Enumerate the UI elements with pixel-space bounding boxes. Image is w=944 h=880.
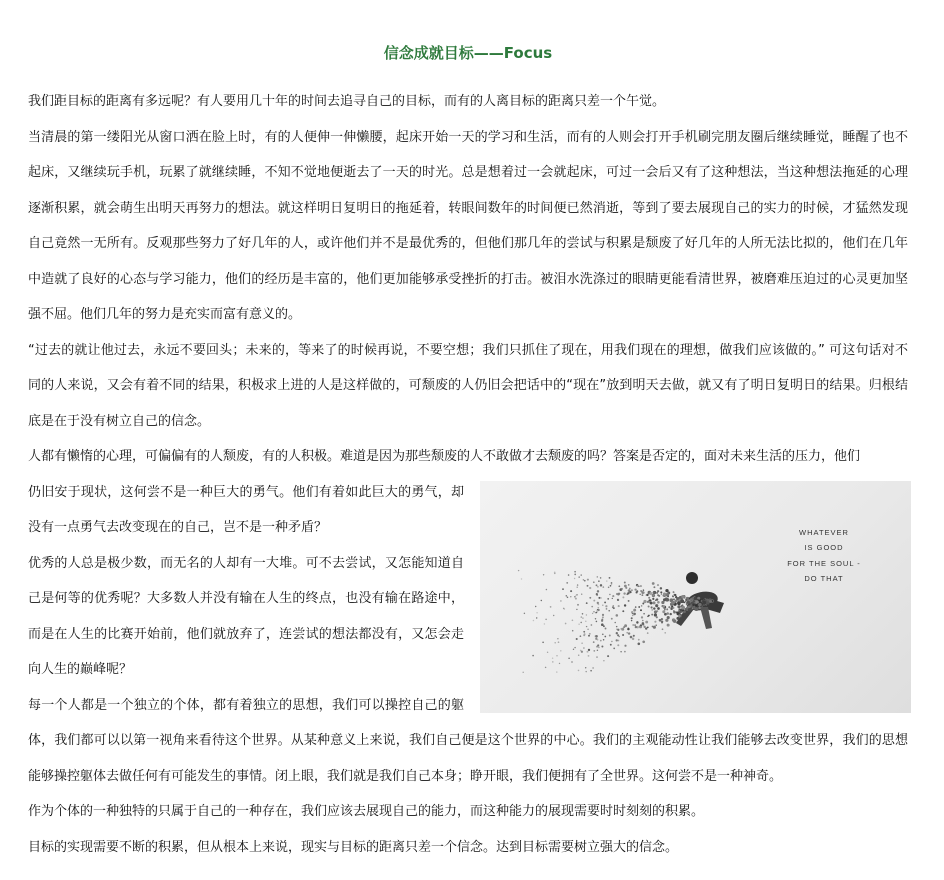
paragraph-4-rest: 仍旧安于现状，这何尝不是一种巨大的勇气。他们有着如此巨大的勇气，却没有一点勇气去改变现在的自己，岂不是一种矛盾？: [28, 484, 464, 535]
image-caption-line: IS GOOD: [804, 543, 844, 552]
image-caption-line: DO THAT: [804, 574, 844, 583]
dispersing-runner-silhouette-icon: [480, 481, 911, 713]
paragraph-1: 我们距目标的距离有多远呢？有人要用几十年的时间去追寻自己的目标，而有的人离目标的距离只差一个午觉。: [28, 94, 666, 109]
runner-image: [480, 481, 911, 713]
image-caption: [772, 525, 876, 587]
paragraph-5: 优秀的人总是极少数，而无名的人却有一大堆。可不去尝试，又怎能知道自己是何等的优秀呢？大多数人并没有输在人生的终点，也没有输在路途中，而是在人生的比赛开始前，他们就放弃了，连尝试的想法都没有，又怎会走向人生的巅峰呢？: [28, 555, 464, 677]
image-caption-line: FOR THE SOUL -: [787, 558, 861, 568]
article: [28, 38, 908, 865]
article-title: 信念成就目标——Focus: [383, 44, 553, 62]
image-caption-line: WHATEVER: [799, 527, 849, 537]
paragraph-4-with-image: [28, 439, 908, 865]
paragraph-2: 当清晨的第一缕阳光从窗口洒在脸上时，有的人便伸一伸懒腰，起床开始一天的学习和生活，而有的人则会打开手机刷完朋友圈后继续睡觉，睡醒了也不起床，又继续玩手机，玩累了就继续睡，不知不觉地便逝去了一天的时光。总是想着过一会就起床，可过一会后又有了这种想法，当这种想法拖延的心理逐渐积累，就会萌生出明天再努力的想法。就这样明日复明日的拖延着，转眼间数年的时间便已然消逝，等到了要去展现自己的实力的时候，才猛然发现自己竟然一无所有。反观那些努力了好几年的人，或许他们并不是最优秀的，但他们那几年的尝试与积累是颓废了好几年的人所无法比拟的，他们在几年中造就了良好的心态与学习能力，他们的经历是丰富的，他们更加能够承受挫折的打击。被泪水洗涤过的眼睛更能看清世界，被磨难压迫过的心灵更加坚强不屈。他们几年的努力是充实而富有意义的。: [28, 129, 908, 322]
paragraph-6: 每一个人都是一个独立的个体，都有着独立的思想，我们可以操控自己的躯体，我们都可以以第一视角来看待这个世界。从某种意义上来说，我们自己便是这个世界的中心。我们的主观能动性让我们能够去改变世界，我们的思想能够操控躯体去做任何有可能发生的事情。闭上眼，我们就是我们自己本身；睁开眼，我们便拥有了全世界。这何尝不是一种神奇。: [28, 697, 908, 784]
paragraph-3: “过去的就让他过去，永远不要回头；未来的，等来了的时候再说，不要空想；我们只抓住了现在，用我们现在的理想，做我们应该做的。” 可这句话对不同的人来说，又会有着不同的结果，积极求上进的人是这样做的，可颓废的人仍旧会把话中的“现在”放到明天去做，就又有了明日复明日的结果。归根结底是在于没有树立自己的信念。: [28, 342, 908, 429]
paragraph-4-line-1: 人都有懒惰的心理，可偏偏有的人颓废，有的人积极。难道是因为那些颓废的人不敢做才去颓废的吗？答案是否定的，面对未来生活的压力，他们: [28, 449, 861, 464]
paragraph-7: 作为个体的一种独特的只属于自己的一种存在，我们应该去展现自己的能力，而这种能力的展现需要时时刻刻的积累。: [28, 804, 705, 819]
paragraph-8: 目标的实现需要不断的积累，但从根本上来说，现实与目标的距离只差一个信念。达到目标需要树立强大的信念。: [28, 839, 679, 855]
